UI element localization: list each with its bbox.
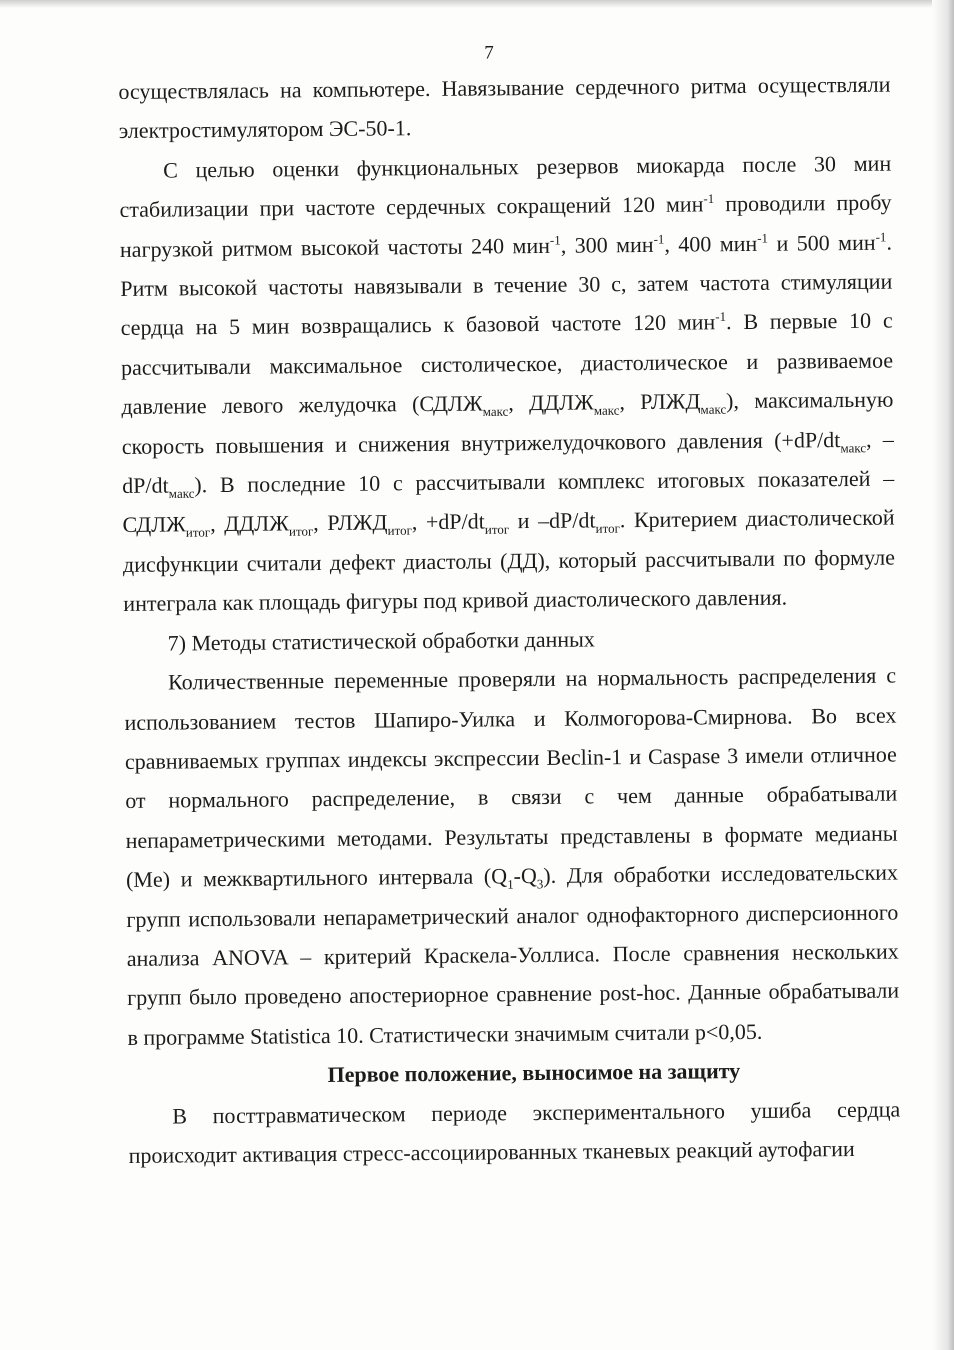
paragraph-statistics: Количественные переменные проверяли на нормальность распределения с использованием тестов Шапиро-Уилка и Колмогорова-Смирнова. Во всех сравниваемых группах индексы экспрессии Beclin-1 и Caspase 3 имели отличное от нормального распределение, в связи с чем данные обрабатывали непараметрическими методами. Результаты представлены в формате медианы (Me) и межквартильного интервала $(Q_1-Q_3)$. Для обработки исследовательских групп использовали непараметрический аналог однофакторного дисперсионного анализа ANOVA – критерий Краскела-Уоллиса. После сравнения нескольких групп было проведено апостериорное сравнение post-hoc. Данные обрабатывали в программе Statistica 10. Статистически значимым считали p<0,05. xyxy=(124,662,900,1050)
paragraph-equipment: осуществлялась на компьютере. Навязывание сердечного ритма осуществляли электростимулятором ЭС-50-1. xyxy=(118,71,891,144)
page-number: 7 xyxy=(484,42,494,64)
section-title-statistics: 7) Методы статистической обработки данных xyxy=(167,626,595,656)
document-page xyxy=(118,39,901,1176)
paragraph-stress-test: С целью оценки функциональных резервов миокарда после 30 мин стабилизации при частоте сердечных сокращений 120 мин$^{-1}$ проводили пробу нагрузкой ритмом высокой частоты 240 мин$^{-1}$, 300 мин$^{-1}$, 400 мин$^{-1}$ и 500 мин$^{-1}$. Ритм высокой частоты навязывали в течение 30 с, затем частота стимуляции сердца на 5 мин возвращались к базовой частоте 120 мин$^{-1}$. В первые 10 с рассчитывали максимальное систолическое, диастолическое и развиваемое давление левого желудочка ($СДЛЖ_{макс}$, $ДДЛЖ_{макс}$, $РЛЖД_{макс}$), максимальную скорость повышения и снижения внутрижелудочкового давления ($+dP/dt_{макс}$, $-dP/dt_{макс}$). В последние 10 с рассчитывали комплекс итоговых показателей – $СДЛЖ_{итог}$, $ДДЛЖ_{итог}$, $РЛЖД_{итог}$, $+dP/dt_{итог}$ и $-dP/dt_{итог}$. Критерием диастолической дисфункции считали дефект диастолы (ДД), который рассчитывали по формуле интеграла как площадь фигуры под кривой диастолического давления. xyxy=(119,150,896,617)
scan-edge-top xyxy=(0,0,954,8)
heading-first-thesis: Первое положение, выносимое на защиту xyxy=(327,1058,741,1088)
paragraph-first-thesis: В посттравматическом периоде экспериментального ушиба сердца происходит активация стресс-ассоциированных тканевых реакций аутофагии xyxy=(128,1096,901,1168)
scan-edge-right xyxy=(932,0,954,1350)
